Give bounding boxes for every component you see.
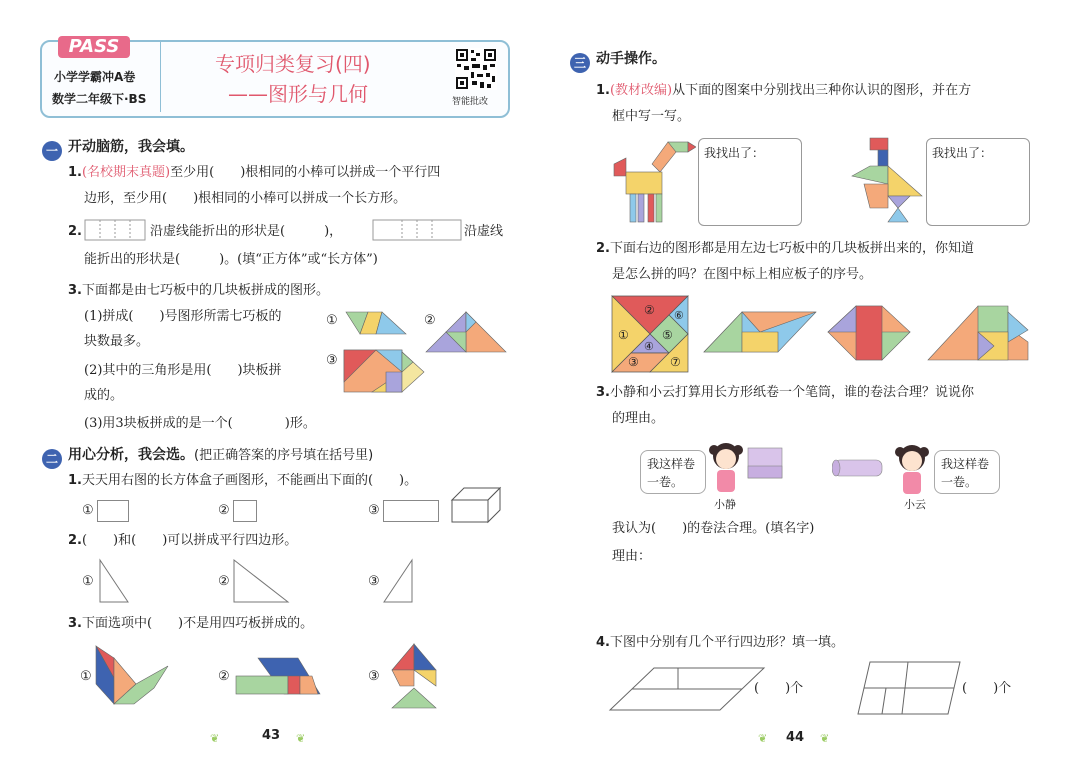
target-trapezoid (926, 302, 1030, 362)
p3-q4-blank1[interactable]: ( )个 (754, 681, 804, 696)
p1-q3-sub1b: 块数最多。 (84, 334, 150, 349)
grade-label: 数学二年级下·BS (52, 92, 147, 106)
tangram-num-1: ① (618, 328, 629, 342)
p2-q1-opt3-label: ③ (368, 503, 380, 518)
tangram-num-2: ② (644, 303, 655, 317)
section-1-number: 一 (42, 141, 62, 161)
qr-label: 智能批改 (452, 97, 489, 107)
triangle-option-1 (98, 558, 130, 604)
p1-q1-line2: 边形，至少用( )根相同的小棒可以拼成一个长方形。 (84, 191, 407, 206)
p1-q2-text-a: 沿虚线能折出的形状是( )， (150, 224, 343, 239)
p1-q1-text1: 至少用( )根相同的小棒可以拼成一个平行四 (170, 165, 441, 180)
p3-q3-line1: 3.小静和小云打算用长方形纸卷一个笔筒，谁的卷法合理？说说你 (596, 385, 974, 400)
p3-q3-line2: 的理由。 (612, 411, 665, 426)
name-xiaoyun: 小云 (904, 498, 926, 511)
tangram-figure-1 (342, 310, 408, 336)
answer-box-2-label: 我找出了： (932, 146, 993, 160)
p2-q2-opt1-label: ① (82, 574, 94, 589)
p1-q2-text-b: 沿虚线 (464, 224, 504, 239)
p2-q1-opt2-label: ② (218, 503, 230, 518)
triangle-option-2 (232, 558, 290, 604)
page-number-left: 43 (262, 728, 281, 743)
p2-q2-opt3-label: ③ (368, 574, 380, 589)
p2-q3-stem: 3.下面选项中( )不是用四巧板拼成的。 (68, 616, 314, 631)
p1-q2-number: 2. (68, 224, 82, 239)
p2-q1-opt1-label: ① (82, 503, 94, 518)
page-title: 专项归类复习(四) (215, 52, 371, 76)
target-hexagon (826, 304, 912, 362)
p2-q2-stem: 2.( )和( )可以拼成平行四边形。 (68, 533, 298, 548)
fig-label-3: ③ (326, 353, 338, 368)
parallelogram-figure-2 (856, 660, 962, 716)
p1-q3-sub2a: (2)其中的三角形是用( )块板拼 (84, 363, 282, 378)
leaf-decoration-left-2: ❦ (296, 732, 306, 745)
p1-q1-number: 1. (68, 165, 82, 180)
p3-q1-line1: 1.(教材改编)从下面的图案中分别找出三种你认识的图形，并在方 (596, 83, 972, 98)
target-parallelogram (702, 310, 818, 354)
tangram-num-5: ⑤ (662, 328, 673, 342)
cuboid-box (450, 478, 502, 524)
four-piece-figure-2 (234, 654, 322, 698)
section-2-title: 用心分析，我会选。 (68, 447, 194, 463)
section-1-title: 开动脑筋，我会填。 (68, 139, 194, 155)
leaf-decoration-right-2: ❦ (820, 732, 830, 745)
leaf-decoration-left: ❦ (210, 732, 220, 745)
header-divider (160, 42, 161, 112)
cuboid-net-1 (84, 218, 146, 242)
brand-logo: PASS (58, 36, 130, 58)
page-subtitle: ——图形与几何 (228, 82, 368, 106)
section-2-note: (把正确答案的序号填在括号里) (194, 448, 374, 463)
p3-q4-blank2[interactable]: ( )个 (962, 681, 1012, 696)
p1-q2-line2: 能折出的形状是( )。(填“正方体”或“长方体”) (84, 252, 378, 267)
section-2-number: 二 (42, 449, 62, 469)
p3-q4-stem: 4.下图中分别有几个平行四边形？填一填。 (596, 635, 844, 650)
four-piece-figure-1 (94, 644, 170, 706)
tangram-square (610, 294, 690, 374)
p3-q3-reason: 理由： (612, 549, 652, 564)
four-piece-figure-3 (384, 642, 444, 710)
section-3-title: 动手操作。 (596, 51, 666, 67)
p3-q3-answer: 我认为( )的卷法合理。(填名字) (612, 521, 815, 536)
section-1-heading (42, 136, 194, 161)
p3-q2-line1: 2.下面右边的图形都是用左边七巧板中的几块板拼出来的，你知道 (596, 241, 974, 256)
tangram-num-6: ⑥ (674, 309, 684, 322)
tangram-figure-2 (424, 308, 508, 354)
p2-q3-opt2-label: ② (218, 669, 230, 684)
page-number-right: 44 (786, 730, 805, 745)
p2-q1-opt1-rect (97, 500, 129, 522)
name-xiaojing: 小静 (714, 498, 736, 511)
p2-q1-opt3-rect (383, 500, 439, 522)
p1-q3-sub3: (3)用3块板拼成的是一个( )形。 (84, 416, 316, 431)
tangram-num-4: ④ (644, 340, 654, 353)
girl-xiaoyun (832, 442, 932, 498)
speech-bubble-left: 我这样卷一卷。 (640, 450, 706, 494)
p1-q1-tag: (名校期末真题) (81, 165, 171, 180)
section-3-number: 三 (570, 53, 590, 73)
pattern-animal (612, 136, 696, 224)
p1-q3-sub2b: 成的。 (84, 388, 124, 403)
fig-label-2: ② (424, 313, 436, 328)
qr-code[interactable] (455, 48, 497, 90)
tangram-num-3: ③ (628, 355, 639, 369)
p2-q2-opt2-label: ② (218, 574, 230, 589)
leaf-decoration-right: ❦ (758, 732, 768, 745)
series-name: 小学学霸冲A卷 (54, 70, 136, 84)
parallelogram-figure-1 (608, 664, 768, 714)
p1-q1-line1 (68, 164, 440, 182)
cuboid-net-2 (372, 218, 462, 242)
fig-label-1: ① (326, 313, 338, 328)
p3-q2-line2: 是怎么拼的吗？在图中标上相应板子的序号。 (612, 267, 873, 282)
section-3-heading (570, 48, 666, 73)
triangle-option-3 (382, 558, 416, 604)
p2-q3-opt1-label: ① (80, 669, 92, 684)
tangram-num-7: ⑦ (670, 355, 681, 369)
p1-q3-sub1a: (1)拼成( )号图形所需七巧板的 (84, 309, 282, 324)
p1-q3-stem: 3.下面都是由七巧板中的几块板拼成的图形。 (68, 283, 329, 298)
p2-q1-stem: 1.天天用右图的长方体盒子画图形，不能画出下面的( )。 (68, 473, 418, 488)
p3-q1-line2: 框中写一写。 (612, 109, 691, 124)
p2-q3-opt3-label: ③ (368, 669, 380, 684)
tangram-figure-3 (342, 348, 426, 394)
pattern-bird (850, 136, 924, 224)
answer-box-1-label: 我找出了： (704, 146, 765, 160)
section-2-heading (42, 444, 373, 469)
girl-xiaojing (706, 440, 788, 496)
speech-bubble-right: 我这样卷一卷。 (934, 450, 1000, 494)
p2-q1-opt2-rect (233, 500, 257, 522)
